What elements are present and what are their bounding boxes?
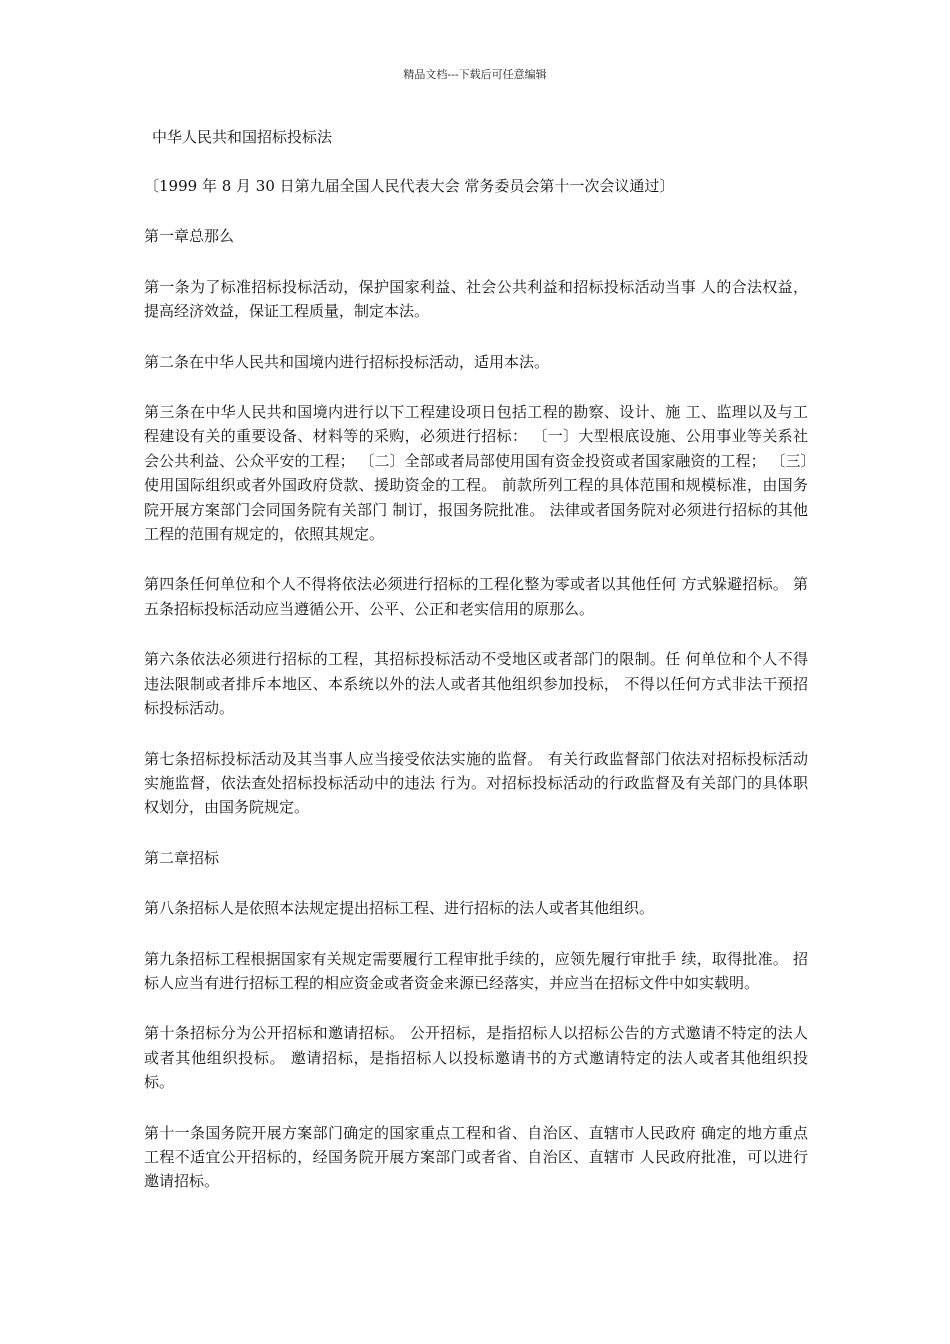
article-paragraph: 第十条招标分为公开招标和邀请招标。 公开招标，是指招标人以招标公告的方式邀请不特定的法人或者其他组织投标。 邀请招标，是指招标人以投标邀请书的方式邀请特定的法人或者其他组织投标。 bbox=[144, 1024, 808, 1092]
article-paragraph: 第七条招标投标活动及其当事人应当接受依法实施的监督。 有关行政监督部门依法对招标投标活动实施监督，依法查处招标投标活动中的违法 行为。对招标投标活动的行政监督及有关部门的具体职权划分，由国务院规定。 bbox=[144, 749, 808, 817]
article-paragraph: 第四条任何单位和个人不得将依法必须进行招标的工程化整为零或者以其他任何 方式躲避招标。 第五条招标投标活动应当遵循公开、公平、公正和老实信用的原那么。 bbox=[144, 575, 808, 618]
adoption-note: 〔1999 年 8 月 30 日第九届全国人民代表大会 常务委员会第十一次会议通过〕 bbox=[144, 177, 675, 195]
article-paragraph: 第三条在中华人民共和国境内进行以下工程建设项日包括工程的勘察、设计、施 工、监理以及与工程建设有关的重要设备、材料等的采购，必须进行招标： 〔一〕大型根底设施、公用事业等关系社会公共利益、公众平安的工程； 〔二〕全部或者局部使用国有资金投资或者国家融资的工程； 〔三〕使用国际组织或者外国政府贷款、援助资金的工程。 前款所列工程的具体范围和规模标准，由国务院开展方案部门会同国务院有关部门 制订，报国务院批准。 法律或者国务院对必须进行招标的其他工程的范围有规定的，依照其规定。 bbox=[144, 403, 808, 544]
page-header: 精品文档---下载后可任意编辑 bbox=[403, 68, 547, 81]
article-paragraph: 第二条在中华人民共和国境内进行招标投标活动，适用本法。 bbox=[144, 352, 550, 371]
chapter-heading: 第二章招标 bbox=[144, 848, 220, 867]
article-paragraph: 第一条为了标准招标投标活动，保护国家利益、社会公共利益和招标投标活动当事 人的合法权益，提高经济效益，保证工程质量，制定本法。 bbox=[144, 277, 808, 321]
document-title: 中华人民共和国招标投标法 bbox=[152, 128, 333, 146]
article-paragraph: 第九条招标工程根据国家有关规定需要履行工程审批手续的，应领先履行审批手 续，取得批准。 招标人应当有进行招标工程的相应资金或者资金来源已经落实，并应当在招标文件中如实载明。 bbox=[144, 949, 808, 992]
article-paragraph: 第十一条国务院开展方案部门确定的国家重点工程和省、自治区、直辖市人民政府 确定的地方重点工程不适宜公开招标的，经国务院开展方案部门或者省、自治区、直辖市 人民政府批准，可以进行邀请招标。 bbox=[144, 1123, 808, 1191]
article-paragraph: 第八条招标人是依照本法规定提出招标工程、进行招标的法人或者其他组织。 bbox=[144, 899, 655, 918]
chapter-heading: 第一章总那么 bbox=[144, 227, 235, 246]
document-body bbox=[144, 126, 808, 1220]
article-paragraph: 第六条依法必须进行招标的工程，其招标投标活动不受地区或者部门的限制。任 何单位和个人不得违法限制或者排斥本地区、本系统以外的法人或者其他组织参加投标， 不得以任何方式非法干预招标投标活动。 bbox=[144, 650, 808, 718]
